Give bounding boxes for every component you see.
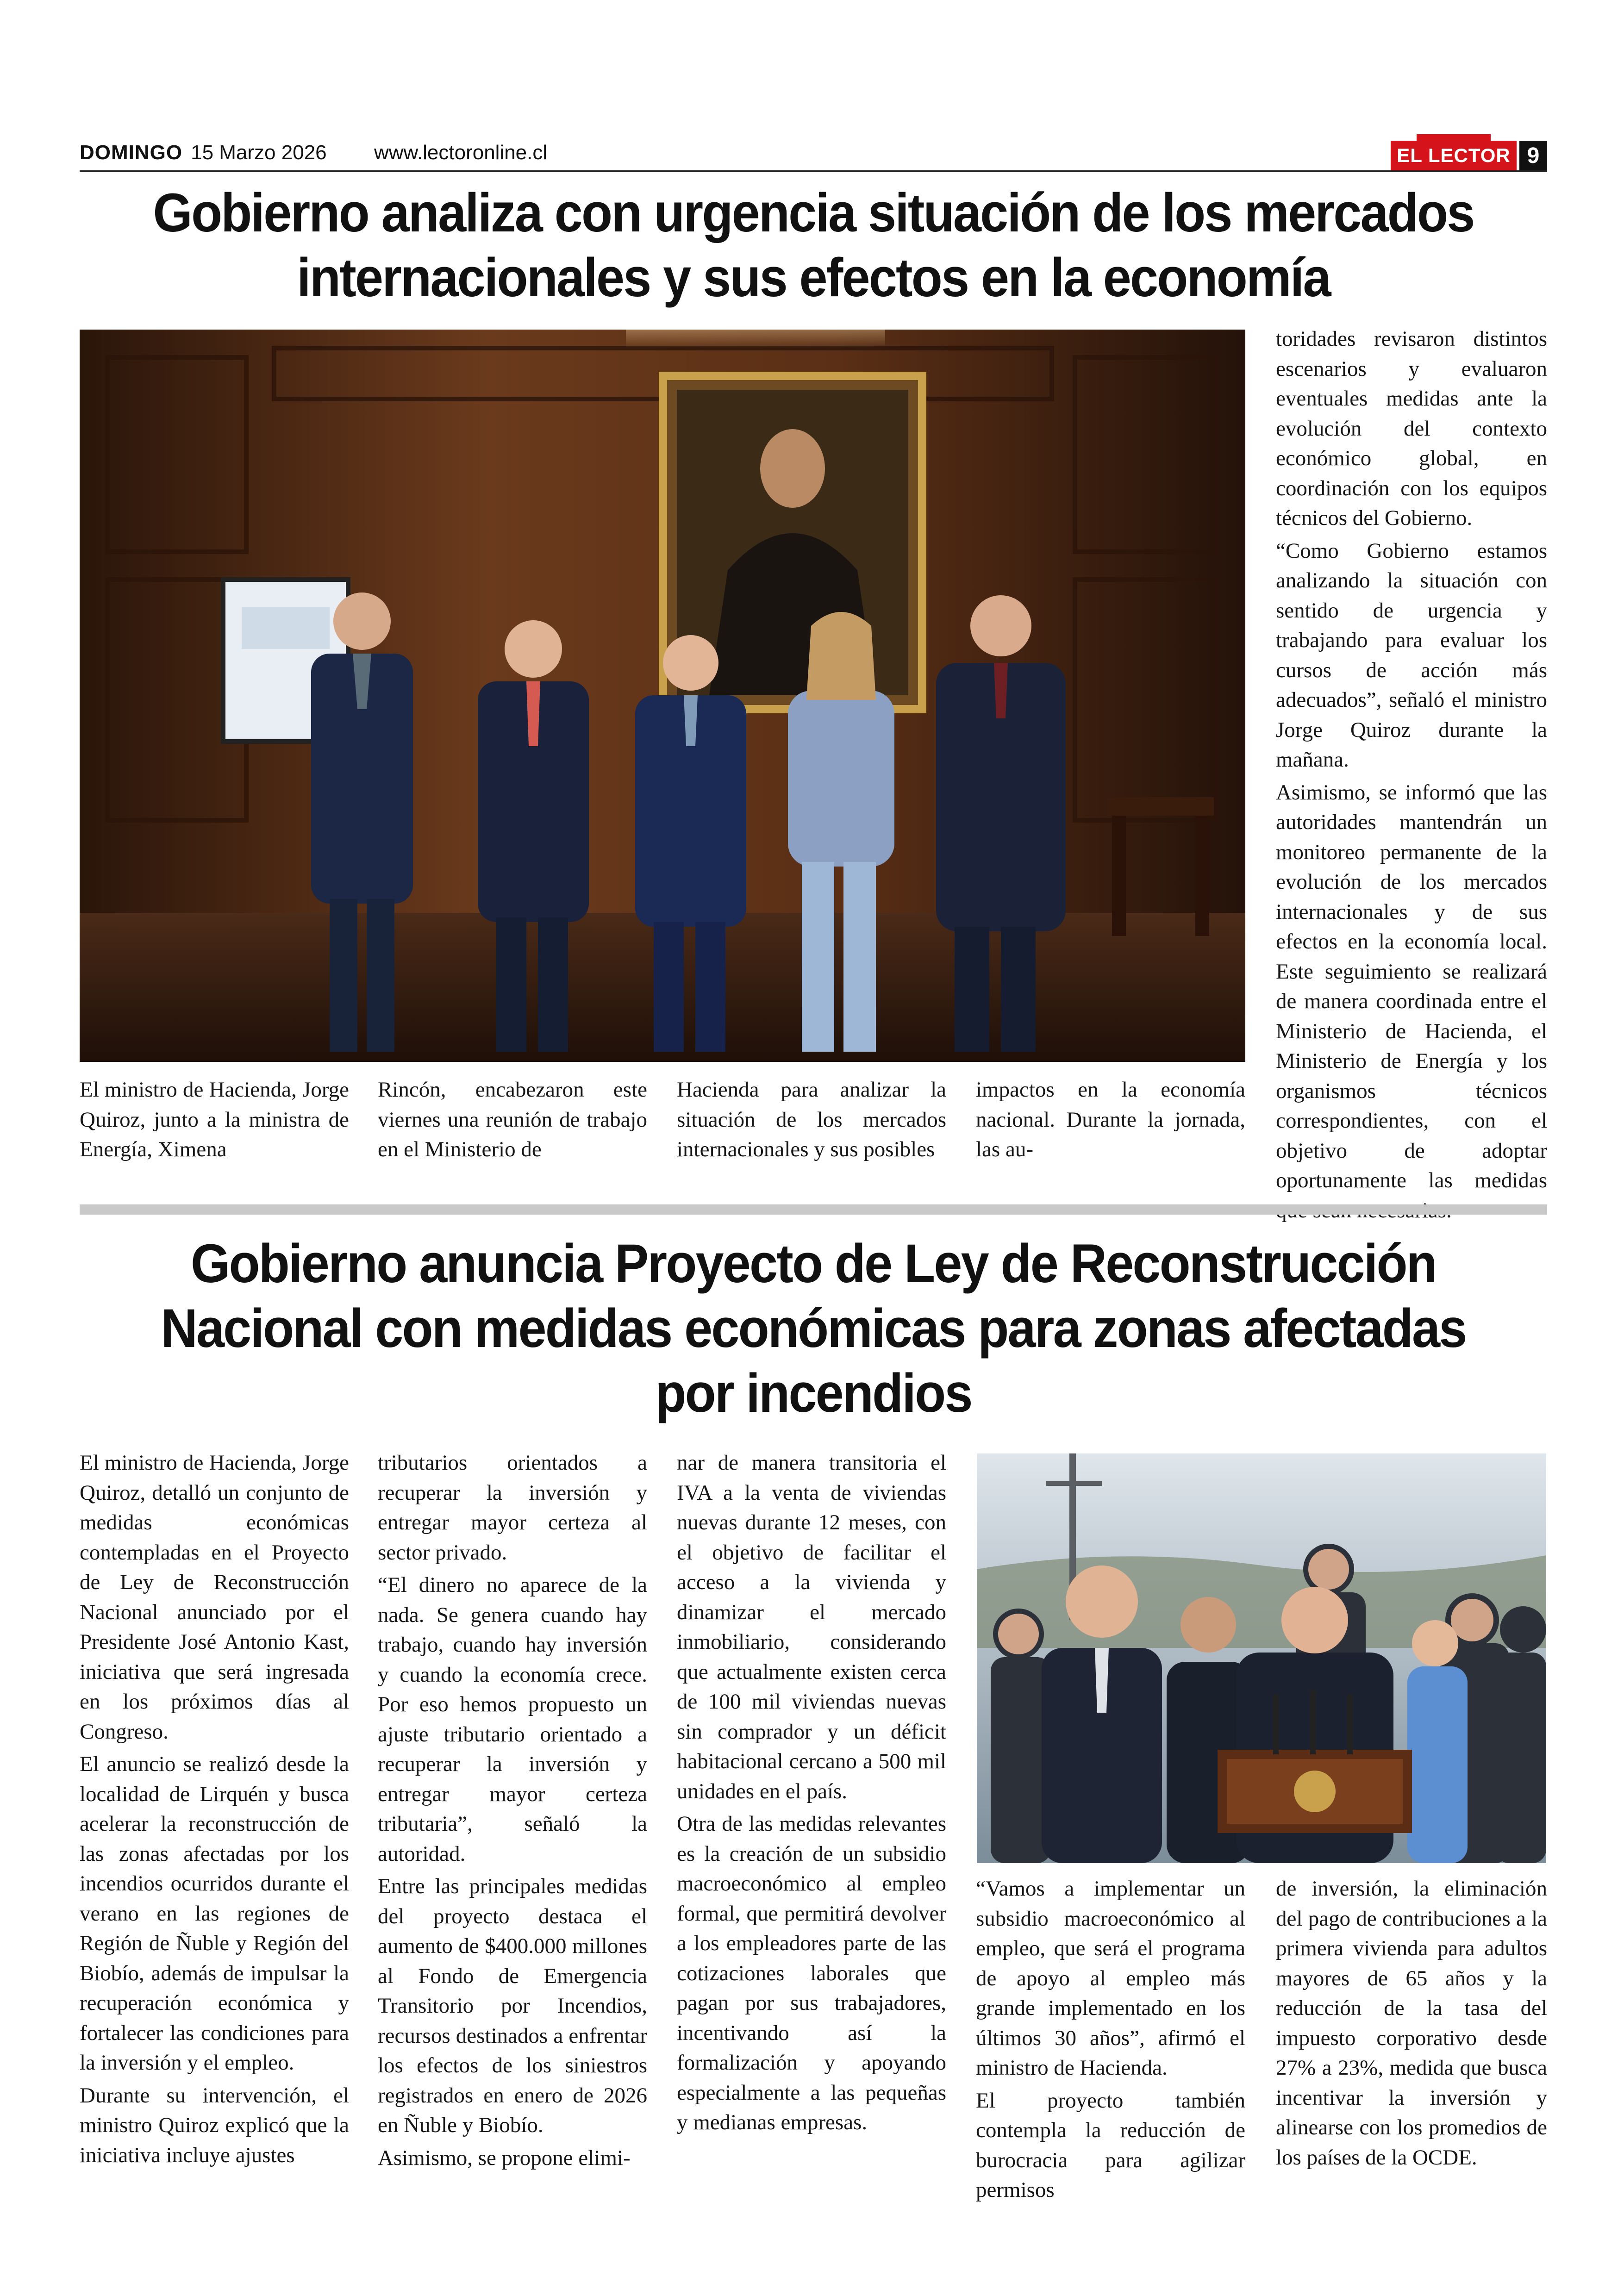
logo-accent — [1417, 134, 1491, 141]
article2-headline — [131, 1231, 1496, 1426]
article2-col4-p2: El proyecto también contempla la reducción de burocracia para agilizar permisos — [976, 2088, 1245, 2202]
article2-headline-line1: Gobierno anuncia Proyecto de Ley de Reconstrucción — [190, 1233, 1436, 1294]
header-date — [80, 141, 327, 164]
article1-headline — [131, 181, 1496, 310]
article2-col3-p2: Otra de las medidas relevantes es la creación de un subsidio macroeconómico al empleo formal, que permitirá devolver a los empleadores parte de las cotizaciones laborales que pagan por sus trabajadores, incentivando así la formalización y apoyando especialmente a las pequeñas y medianas empresas. — [677, 1812, 946, 2134]
article2-col3-p1: nar de manera transitoria el IVA a la venta de viviendas nuevas durante 12 meses, con el objetivo de facilitar el acceso a la vivienda y dinamizar el mercado inmobiliario, considerando que actualmente existen cerca de 100 mil viviendas nuevas sin comprador y un déficit habitacional cercano a 500 mil unidades en el país. — [677, 1451, 946, 1803]
article2-col3 — [677, 1448, 946, 2140]
article2-col2-p4: Asimismo, se propone elimi- — [378, 2145, 631, 2170]
article2-col2 — [378, 1448, 647, 2176]
page-number: 9 — [1519, 141, 1547, 170]
header-date-text: 15 Marzo 2026 — [191, 141, 327, 164]
header-rule — [80, 170, 1547, 172]
article1-col5 — [1276, 324, 1547, 1228]
article2-col1-p1: El ministro de Hacienda, Jorge Quiroz, detalló un conjunto de medidas económicas contempladas en el Proyecto de Ley de Reconstrucción Nacional anunciado por el Presidente José Antonio Kast, iniciativa que será ingresada en los próximos días al Congreso. — [80, 1451, 349, 1744]
section-separator — [80, 1204, 1547, 1215]
newspaper-logo: EL LECTOR — [1391, 141, 1517, 170]
article1-col4: impactos en la economía nacional. Durante la jornada, las au- — [976, 1078, 1245, 1161]
article2-col4-p1: “Vamos a implementar un subsidio macroeconómico al empleo, que será el programa de apoyo al empleo más grande implementado en los últimos 30 años”, afirmó el ministro de Hacienda. — [976, 1877, 1245, 2080]
article2-col2-p3: Entre las principales medidas del proyecto destaca el aumento de $400.000 millones al Fondo de Emergencia Transitorio por Incendios, recursos destinados a enfrentar los efectos de los siniestros registrados en enero de 2026 en Ñuble y Biobío. — [378, 1874, 647, 2137]
article1-headline-line2: internacionales y sus efectos en la economía — [297, 247, 1330, 308]
meeting-photo-illustration — [80, 330, 1245, 1062]
article1-col5-p3: Asimismo, se informó que las autoridades mantendrán un monitoreo permanente de la evolución de los mercados internacionales y de sus efectos en la economía local. Este seguimiento se realizará de manera coordinada entre el Ministerio de Hacienda, el Ministerio de Energía y los organismos técnicos correspondientes, con el objetivo de adoptar oportunamente las medidas — [1276, 780, 1547, 1192]
article2-col2-p2: “El dinero no aparece de la nada. Se genera cuando hay trabajo, cuando hay inversión y cuando la economía crece. Por eso hemos propuesto un ajuste tributario orientado a recuperar la inversión y entregar mayor certeza tributaria”, señaló la autoridad. — [378, 1573, 647, 1866]
article1-col5-p1: toridades revisaron distintos escenarios y evaluaron eventuales medidas ante la evolución del contexto económico global, en coordinación con los equipos técnicos del Gobierno. — [1276, 327, 1547, 530]
article1-col5-p2: “Como Gobierno estamos analizando la situación con sentido de urgencia y trabajando para evaluar los cursos de acción más adecuados”, señaló el ministro Jorge Quiroz durante la mañana. — [1276, 538, 1547, 772]
article1-photo — [80, 330, 1245, 1062]
press-conference-photo-illustration — [977, 1453, 1546, 1863]
header-day: DOMINGO — [80, 141, 183, 164]
article2-photo — [977, 1453, 1546, 1863]
article2-col5-p1: de inversión, la eliminación del pago de contribuciones a la primera vivienda para adultos mayores de 65 años y la reducción de la tasa del impuesto corporativo desde 27% a 23%, medida que busca incentivar la inversión y alinearse con los promedios de los países de la OCDE. — [1276, 1877, 1547, 2170]
article2-col5 — [1276, 1874, 1547, 2175]
article1-col3: Hacienda para analizar la situación de los mercados internacionales y sus posibles — [677, 1078, 946, 1161]
article2-col4 — [976, 1874, 1245, 2208]
article2-headline-line2: Nacional con medidas económicas para zonas afectadas — [161, 1298, 1466, 1359]
article2-col1 — [80, 1448, 349, 2173]
article2-headline-line3: por incendios — [655, 1363, 972, 1424]
article1-headline-line1: Gobierno analiza con urgencia situación de los mercados — [153, 182, 1474, 243]
article1-col1: El ministro de Hacienda, Jorge Quiroz, junto a la ministra de Energía, Ximena — [80, 1078, 349, 1161]
article2-col2-p1: tributarios orientados a recuperar la inversión y entregar mayor certeza al sector privado. — [378, 1451, 647, 1565]
article2-col1-p3: Durante su intervención, el ministro Quiroz explicó que la iniciativa incluye ajustes — [80, 2083, 349, 2167]
header-url[interactable]: www.lectoronline.cl — [374, 141, 548, 164]
article1-col2: Rincón, encabezaron este viernes una reunión de trabajo en el Ministerio de — [378, 1078, 647, 1161]
article2-col1-p2: El anuncio se realizó desde la localidad de Lirquén y busca acelerar la reconstrucción de las zonas afectadas por los incendios ocurridos durante el verano en las regiones de Región de Ñuble y Región del Biobío, además de impulsar la recuperación económica y fortalecer las condiciones para la inversión y el empleo. — [80, 1752, 349, 2075]
